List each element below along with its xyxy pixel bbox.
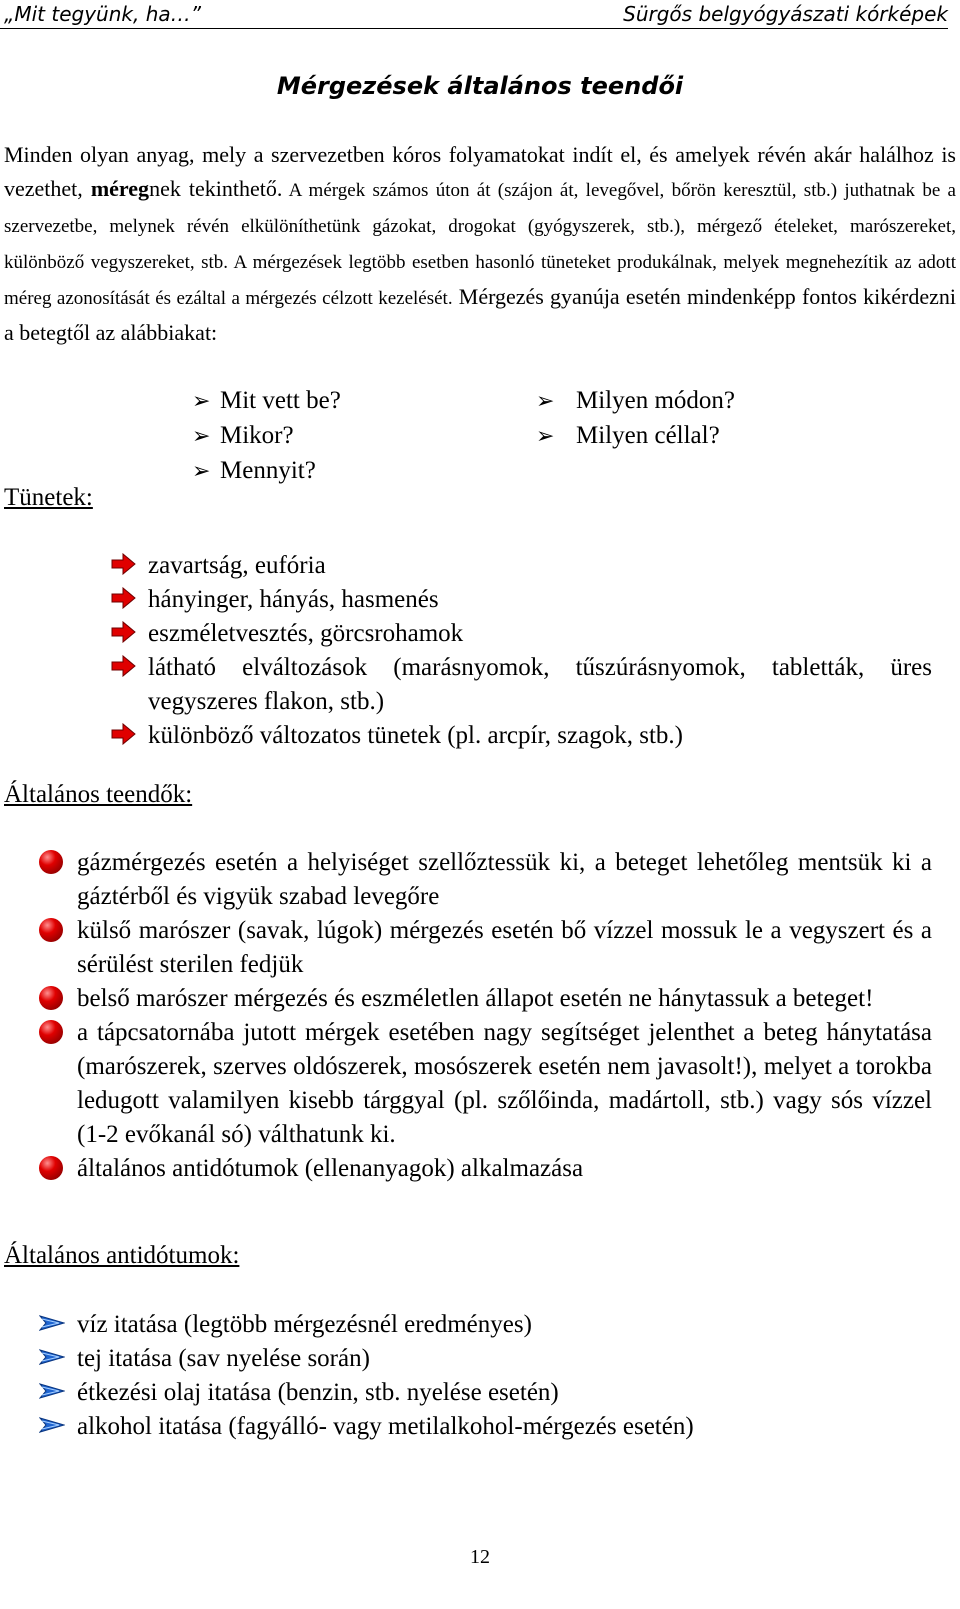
- bullet-arrow-icon: ➢: [536, 424, 555, 449]
- general-tasks-list: [77, 846, 932, 1186]
- symptoms-list: [148, 549, 932, 753]
- list-item-text: külső marószer (savak, lúgok) mérgezés esetén bő vízzel mossuk le a vegyszert és a sérülést sterilen fedjük: [77, 917, 932, 978]
- red-ball-icon: [39, 1020, 63, 1044]
- question-text: Mennyit?: [220, 457, 316, 484]
- red-arrow-icon: [110, 723, 136, 745]
- page-number: 12: [470, 1546, 490, 1568]
- question-item: [536, 419, 735, 454]
- list-item-text: általános antidótumok (ellenanyagok) alkalmazása: [77, 1155, 584, 1182]
- red-arrow-icon: [110, 587, 136, 609]
- symptoms-heading: Tünetek:: [4, 484, 93, 511]
- list-item: [77, 1308, 932, 1342]
- page-header: [0, 0, 948, 29]
- red-arrow-icon: [110, 553, 136, 575]
- question-text: Mit vett be?: [220, 387, 341, 414]
- list-item-text: látható elváltozások (marásnyomok, tűszúrásnyomok, tabletták, üres vegyszeres flakon, stb.): [148, 654, 932, 715]
- intro-text-2: nek tekinthető.: [149, 176, 283, 201]
- list-item-text: hányinger, hányás, hasmenés: [148, 586, 439, 613]
- question-text: Milyen módon?: [576, 387, 736, 414]
- list-item-text: gázmérgezés esetén a helyiséget szellőztessük ki, a beteget lehetőleg mentsük ki a gáztérből és vigyük szabad levegőre: [77, 849, 932, 910]
- bullet-arrow-icon: ➢: [192, 459, 211, 484]
- header-right: Sürgős belgyógyászati kórképek: [623, 2, 948, 26]
- list-item: [148, 617, 932, 651]
- list-item-text: tej itatása (sav nyelése során): [77, 1345, 370, 1372]
- list-item-text: zavartság, eufória: [148, 552, 326, 579]
- intro-paragraph: [4, 138, 956, 350]
- question-item: [536, 384, 735, 419]
- list-item: [77, 1410, 932, 1444]
- list-item-text: víz itatása (legtöbb mérgezésnél eredményes): [77, 1311, 532, 1338]
- question-item: [192, 384, 341, 419]
- red-ball-icon: [39, 986, 63, 1010]
- questions-left: [192, 384, 341, 489]
- bullet-arrow-icon: ➢: [192, 389, 211, 414]
- antidotes-heading: Általános antidótumok:: [4, 1242, 240, 1269]
- intro-bold: méreg: [90, 176, 150, 201]
- intro-text-4: Mérgezés gyanúja esetén mindenképp fontos kikérdezni a betegtől az alábbiakat:: [4, 284, 956, 345]
- questions-right: [536, 384, 735, 454]
- blue-arrow-icon: [39, 1414, 65, 1436]
- page-title: Mérgezések általános teendői: [276, 72, 684, 100]
- blue-arrow-icon: [39, 1380, 65, 1402]
- question-text: Milyen céllal?: [576, 422, 720, 449]
- bullet-arrow-icon: ➢: [536, 389, 555, 414]
- antidotes-list: [77, 1308, 932, 1444]
- list-item-text: a tápcsatornába jutott mérgek esetében nagy segítséget jelenthet a beteg hánytatása (marószerek, szerves oldószerek, mosószerek esetén nem javasolt!), melyet a torokba ledugott valamilyen kisebb tárggyal (pl. szőlőinda, madártoll, stb.) vagy sós vízzel (1-2 evőkanál só) válthatunk ki.: [77, 1019, 932, 1148]
- list-item: [148, 719, 932, 753]
- list-item: [148, 651, 932, 719]
- list-item: [77, 846, 932, 914]
- header-left: „Mit tegyünk, ha…”: [4, 2, 201, 26]
- question-item: [192, 419, 341, 454]
- list-item-text: eszméletvesztés, görcsrohamok: [148, 620, 464, 647]
- question-item: [192, 454, 341, 489]
- intro-text-1: Minden olyan anyag, mely a szervezetben kóros folyamatokat indít el, és amelyek révén akár halálhoz is vezethet,: [4, 142, 956, 201]
- intro-text-3: A mérgek számos úton át (szájon át, levegővel, bőrön keresztül, stb.) juthatnak be a szervezetbe, melynek révén elkülöníthetünk gázokat, drogokat (gyógyszerek, stb.), mérgező ételeket, marószereket, különböző vegyszereket, stb. A mérgezések legtöbb esetben hasonló tüneteket produkálnak, melyek megnehezítik az adott méreg azonosítását és ezáltal a mérgezés célzott kezelését.: [4, 180, 956, 309]
- list-item-text: belső marószer mérgezés és eszméletlen állapot esetén ne hánytassuk a beteget!: [77, 985, 874, 1012]
- blue-arrow-icon: [39, 1312, 65, 1334]
- general-tasks-heading: Általános teendők:: [4, 781, 193, 808]
- question-text: Mikor?: [220, 422, 294, 449]
- red-ball-icon: [39, 1156, 63, 1180]
- red-arrow-icon: [110, 655, 136, 677]
- list-item: [77, 1342, 932, 1376]
- list-item: [148, 549, 932, 583]
- list-item: [77, 982, 932, 1016]
- blue-arrow-icon: [39, 1346, 65, 1368]
- bullet-arrow-icon: ➢: [192, 424, 211, 449]
- list-item: [77, 1152, 932, 1186]
- list-item: [148, 583, 932, 617]
- list-item-text: alkohol itatása (fagyálló- vagy metilalkohol-mérgezés esetén): [77, 1413, 694, 1440]
- red-ball-icon: [39, 918, 63, 942]
- list-item-text: étkezési olaj itatása (benzin, stb. nyelése esetén): [77, 1379, 559, 1406]
- red-arrow-icon: [110, 621, 136, 643]
- red-ball-icon: [39, 850, 63, 874]
- list-item: [77, 914, 932, 982]
- list-item-text: különböző változatos tünetek (pl. arcpír, szagok, stb.): [148, 722, 683, 749]
- list-item: [77, 1016, 932, 1152]
- list-item: [77, 1376, 932, 1410]
